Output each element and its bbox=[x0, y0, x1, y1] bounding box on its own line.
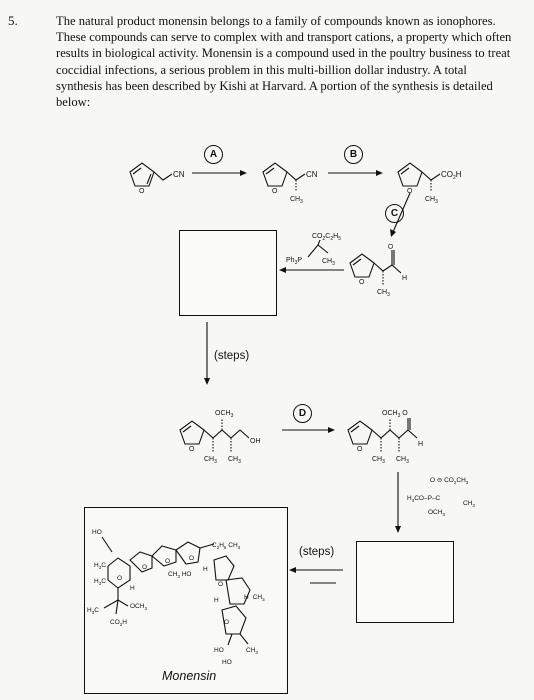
svg-text:HO: HO bbox=[222, 659, 232, 666]
svg-text:O: O bbox=[218, 581, 224, 588]
svg-text:O: O bbox=[139, 188, 145, 195]
svg-text:H3C: $H_3C$ bbox=[94, 578, 106, 586]
svg-text:CH3: $CH_3$ bbox=[377, 289, 390, 298]
svg-text:CO2H: $CO_2H$ bbox=[110, 619, 127, 627]
svg-text:H: H bbox=[130, 585, 135, 592]
arrow-c bbox=[393, 193, 410, 232]
svg-text:O: O bbox=[142, 564, 148, 571]
svg-text:CH3: $CH_3$ bbox=[396, 456, 409, 465]
svg-text:O: O bbox=[388, 243, 395, 249]
alcohol-intermediate bbox=[180, 410, 261, 465]
svg-text:O: O bbox=[224, 619, 230, 626]
svg-text:O: O bbox=[357, 446, 363, 453]
cn-label: CN bbox=[173, 170, 185, 179]
svg-text:O: O bbox=[165, 558, 171, 565]
svg-text:CH3: $CH_3$ bbox=[372, 456, 385, 465]
question-text: The natural product monensin belongs to a family of compounds known as ionophores. These compounds can serve to complex with and transport cations, a property which often results in biological activity. Monensin is a compound used in the poultry business to treat coccidial infections, a serious problem in this multi-billion dollar industry. A total synthesis has been described by Kishi at Harvard. A portion of the synthesis is detailed below: bbox=[56, 14, 512, 110]
svg-text:H3C: $H_3C$ bbox=[94, 562, 106, 570]
svg-text:O: O bbox=[189, 446, 195, 453]
svg-text:CH3: $CH_3$ bbox=[290, 196, 303, 205]
alkylated-nitrile bbox=[263, 163, 318, 205]
step-a-circle: A bbox=[204, 145, 223, 164]
svg-text:OCH3: $OCH_3$ bbox=[130, 603, 147, 611]
furan-acetonitrile bbox=[130, 163, 185, 195]
svg-text:CO2C2H5: $CO_2C_2H_5$ bbox=[312, 233, 341, 242]
svg-text:CH3 HO: $CH_3$ HO bbox=[168, 571, 192, 579]
svg-text:CO2H: $CO_2H$ bbox=[441, 170, 462, 181]
svg-text:CH3: $CH_3$ bbox=[228, 456, 241, 465]
svg-text:O: O bbox=[189, 555, 195, 562]
svg-text:H3CO–P–C: $H_3CO-P-C$ bbox=[407, 495, 441, 503]
svg-text:H: H bbox=[418, 441, 424, 448]
svg-text:H: H bbox=[402, 275, 408, 282]
svg-text:OH: OH bbox=[250, 438, 261, 445]
svg-text:O: O bbox=[359, 279, 365, 286]
svg-text:HO: HO bbox=[214, 647, 224, 654]
svg-text:Ph3P: $Ph_3P$ bbox=[286, 257, 303, 266]
step-c-circle: C bbox=[385, 204, 404, 223]
svg-text:CH3: $CH_3$ bbox=[463, 500, 475, 508]
svg-text:OCH3: $OCH_3$ bbox=[215, 410, 234, 419]
svg-text:HO: HO bbox=[92, 529, 102, 536]
aldehyde bbox=[350, 243, 407, 298]
svg-text:CH3: $CH_3$ bbox=[204, 456, 217, 465]
svg-text:CH3: $CH_3$ bbox=[246, 647, 258, 655]
svg-text:HCH3: H $CH_3$ bbox=[244, 594, 265, 602]
steps-label-1: (steps) bbox=[214, 350, 250, 362]
svg-text:CN: CN bbox=[306, 170, 318, 179]
svg-text:O: O bbox=[272, 188, 278, 195]
aldehyde-2 bbox=[348, 410, 423, 465]
svg-text:O: O bbox=[407, 188, 413, 195]
step-d-circle: D bbox=[293, 404, 312, 423]
svg-text:H: H bbox=[214, 597, 219, 604]
phosphonate-reagent bbox=[407, 477, 475, 517]
monensin-structure bbox=[87, 529, 265, 666]
svg-text:OCH3: $OCH_3$ bbox=[428, 509, 445, 517]
wittig-reagent bbox=[286, 233, 341, 267]
svg-text:CH3: $CH_3$ bbox=[425, 196, 438, 205]
question-number: 5. bbox=[8, 13, 18, 28]
step-b-circle: B bbox=[344, 145, 363, 164]
svg-text:CH3: $CH_3$ bbox=[322, 258, 335, 267]
monensin-label: Monensin bbox=[162, 669, 217, 683]
svg-text:C2H5 CH3: $C_2H_5$ $CH_3$ bbox=[212, 542, 241, 550]
svg-text:O ⊖ CO2CH3: O ⊖ $CO_2CH_3$ bbox=[430, 477, 469, 485]
svg-text:H3C: $H_3C$ bbox=[87, 607, 99, 615]
steps-label-2: (steps) bbox=[299, 546, 335, 558]
svg-text:H: H bbox=[203, 566, 208, 573]
svg-text:O: O bbox=[117, 575, 123, 582]
svg-text:OCH3 O: $OCH_3$ O bbox=[382, 410, 408, 419]
